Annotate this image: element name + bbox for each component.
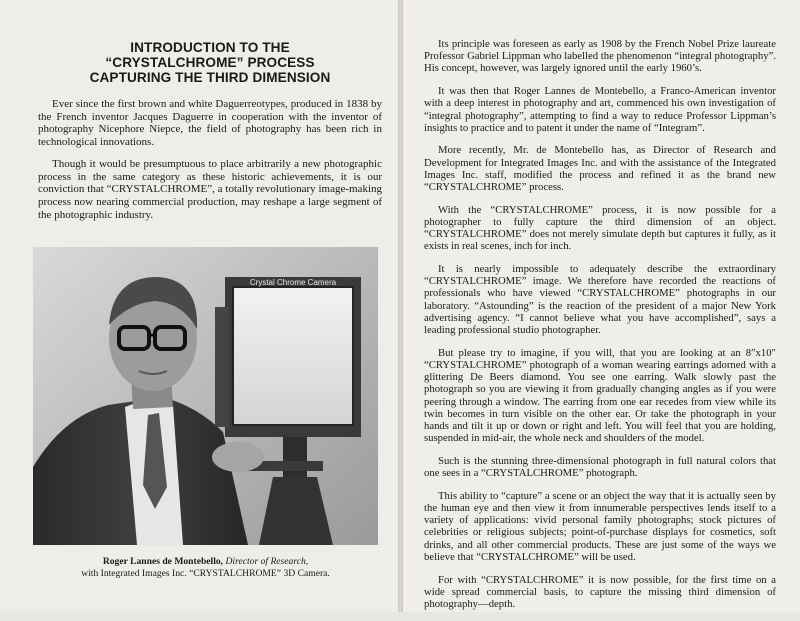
right-paragraph-4: With the “CRYSTALCHROME” process, it is now possible for a photographer to fully capture the third dimension of an object. “CRYSTALCHROME” does not merely simulate depth but captures it fully, as it exists in real scenes, inch for inch. [424, 203, 776, 253]
portrait-photo [33, 247, 378, 545]
right-paragraph-9: For with “CRYSTALCHROME” it is now possible, for the first time on a wide spread commercial basis, to capture the missing third dimension of photography—depth. [424, 573, 776, 610]
left-paragraph-1: Ever since the first brown and white Daguerreotypes, produced in 1838 by the French inventor Jacques Daguerre in cooperation with the inventor of photography Nicephore Niepce, the field of photography has been rich in technological innovations. [38, 98, 382, 149]
title-line-3: CAPTURING THE THIRD DIMENSION [89, 70, 331, 85]
portrait-illustration [33, 247, 378, 545]
title-line-1: INTRODUCTION TO THE [130, 40, 290, 55]
right-paragraph-5: It is nearly impossible to adequately describe the extraordinary “CRYSTALCHROME” image. We therefore have recorded the reactions of professionals who have viewed “CRYSTALCHROME” photographs in our laboratory. “Astounding” is the reaction of the president of a major New York advertising agency. “I cannot believe what you have accomplished”, says a leading professional studio photographer. [424, 263, 776, 337]
caption-line-2: with Integrated Images Inc. “CRYSTALCHROME” 3D Camera. [81, 567, 330, 579]
caption-name: Roger Lannes de Montebello, [102, 556, 224, 567]
right-paragraph-1: Its principle was foreseen as early as 1908 by the French Nobel Prize laureate Professor Gabriel Lippman who labelled the phenomenon “integral photography”. His concept, however, was largely ignored until the early 1960’s. [424, 38, 776, 75]
right-paragraph-2: It was then that Roger Lannes de Montebello, a Franco-American inventor with a deep interest in photography and art, commenced his own investigation of “integral photography”, attempting to find a way to reduce Professor Lippman’s insights to practice and to patent it under the name of “Integram”. [424, 85, 776, 134]
right-paragraph-3: More recently, Mr. de Montebello has, as Director of Research and Development for Integrated Images Inc. and with the assistance of the Integrated Images Inc. staff, modified the process and refined it as the brand new “CRYSTALCHROME” process. [424, 144, 776, 194]
left-page [0, 0, 398, 612]
camera-label: Crystal Chrome Camera [249, 278, 337, 287]
left-paragraph-2: Though it would be presumptuous to place arbitrarily a new photographic process in the same category as these historic achievements, it is our conviction that “CRYSTALCHROME”, a totally revolutionary image-making process now nearing commercial production, may reshape a large segment of the photographic industry. [38, 157, 382, 221]
right-paragraph-8: This ability to “capture” a scene or an object the way that it is actually seen by the human eye and then view it from innumerable perspectives lends itself to a variety of applications: vivid personal family photographs; stock pictures of celebrities or religious subjects; point-of-purchase displays for cosmetics, soft drinks, and all other commercial products. These are just some of the ways we believe that “CRYSTALCHROME” will be used. [424, 489, 776, 563]
right-paragraph-6: But please try to imagine, if you will, that you are looking at an 8″x10″ “CRYSTALCHROME” photograph of a woman wearing earrings adorned with a glittering De Beers diamond. You see one earring. Walk slowly past the photograph so you are viewing it from gradually changing angles as if you were peering through a window. The earring from one ear recedes from view while its twin becomes in turn visible on the other ear. Or take the photograph in your hands and tilt it up or down or right and left. You will feel that you are holding, suspended in mid-air, the whole neck and shoulders of the model. [424, 346, 776, 445]
right-paragraph-7: Such is the stunning three-dimensional photograph in full natural colors that one sees in a “CRYSTALCHROME” photograph. [424, 454, 776, 480]
title-line-2: “CRYSTALCHROME” PROCESS [105, 55, 315, 70]
page-title [40, 40, 380, 85]
photo-caption [33, 556, 378, 579]
hand-shape [212, 442, 264, 472]
camera-glass-plate [233, 287, 353, 425]
left-body-text [38, 98, 382, 230]
right-body-text [424, 38, 776, 621]
caption-role: Director of Research, [225, 556, 309, 567]
